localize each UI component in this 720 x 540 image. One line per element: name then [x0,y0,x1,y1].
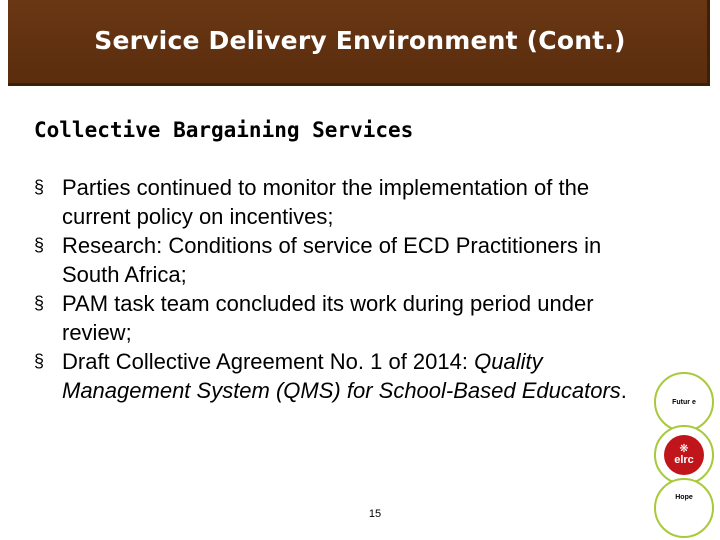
bullet-text-italic: Quality Management System (QMS) for School-Based Educators [62,349,621,403]
logo-emblem-icon: ❋ [679,443,689,455]
bullet-item [34,231,654,289]
page-number: 15 [368,508,382,520]
logo-label: elrc [674,454,694,466]
bullet-icon: § [34,177,45,197]
bullet-item [34,173,654,231]
bullet-item [34,347,654,405]
hope-circle-button[interactable] [654,478,714,538]
section-subtitle: Collective Bargaining Services [34,118,414,142]
title-bar [0,0,720,94]
bullet-list [34,173,654,405]
bullet-icon: § [34,293,45,313]
bullet-icon: § [34,351,45,371]
future-label: Futur e [672,398,696,406]
bullet-text: Research: Conditions of service of ECD Practitioners in South Africa; [62,233,602,287]
bullet-text: PAM task team concluded its work during period under review; [62,291,594,345]
slide-title: Service Delivery Environment (Cont.) [94,26,626,55]
bullet-item [34,289,654,347]
future-circle-button[interactable] [654,372,714,432]
bullet-text: Parties continued to monitor the implementation of the current policy on incentives; [62,175,590,229]
bullet-icon: § [34,235,45,255]
elrc-logo [664,435,704,475]
bullet-text-suffix: . [620,378,627,403]
hope-label: Hope [675,493,693,501]
elrc-logo-circle[interactable] [654,425,714,485]
bullet-text-prefix: Draft Collective Agreement No. 1 of 2014: [62,349,475,374]
